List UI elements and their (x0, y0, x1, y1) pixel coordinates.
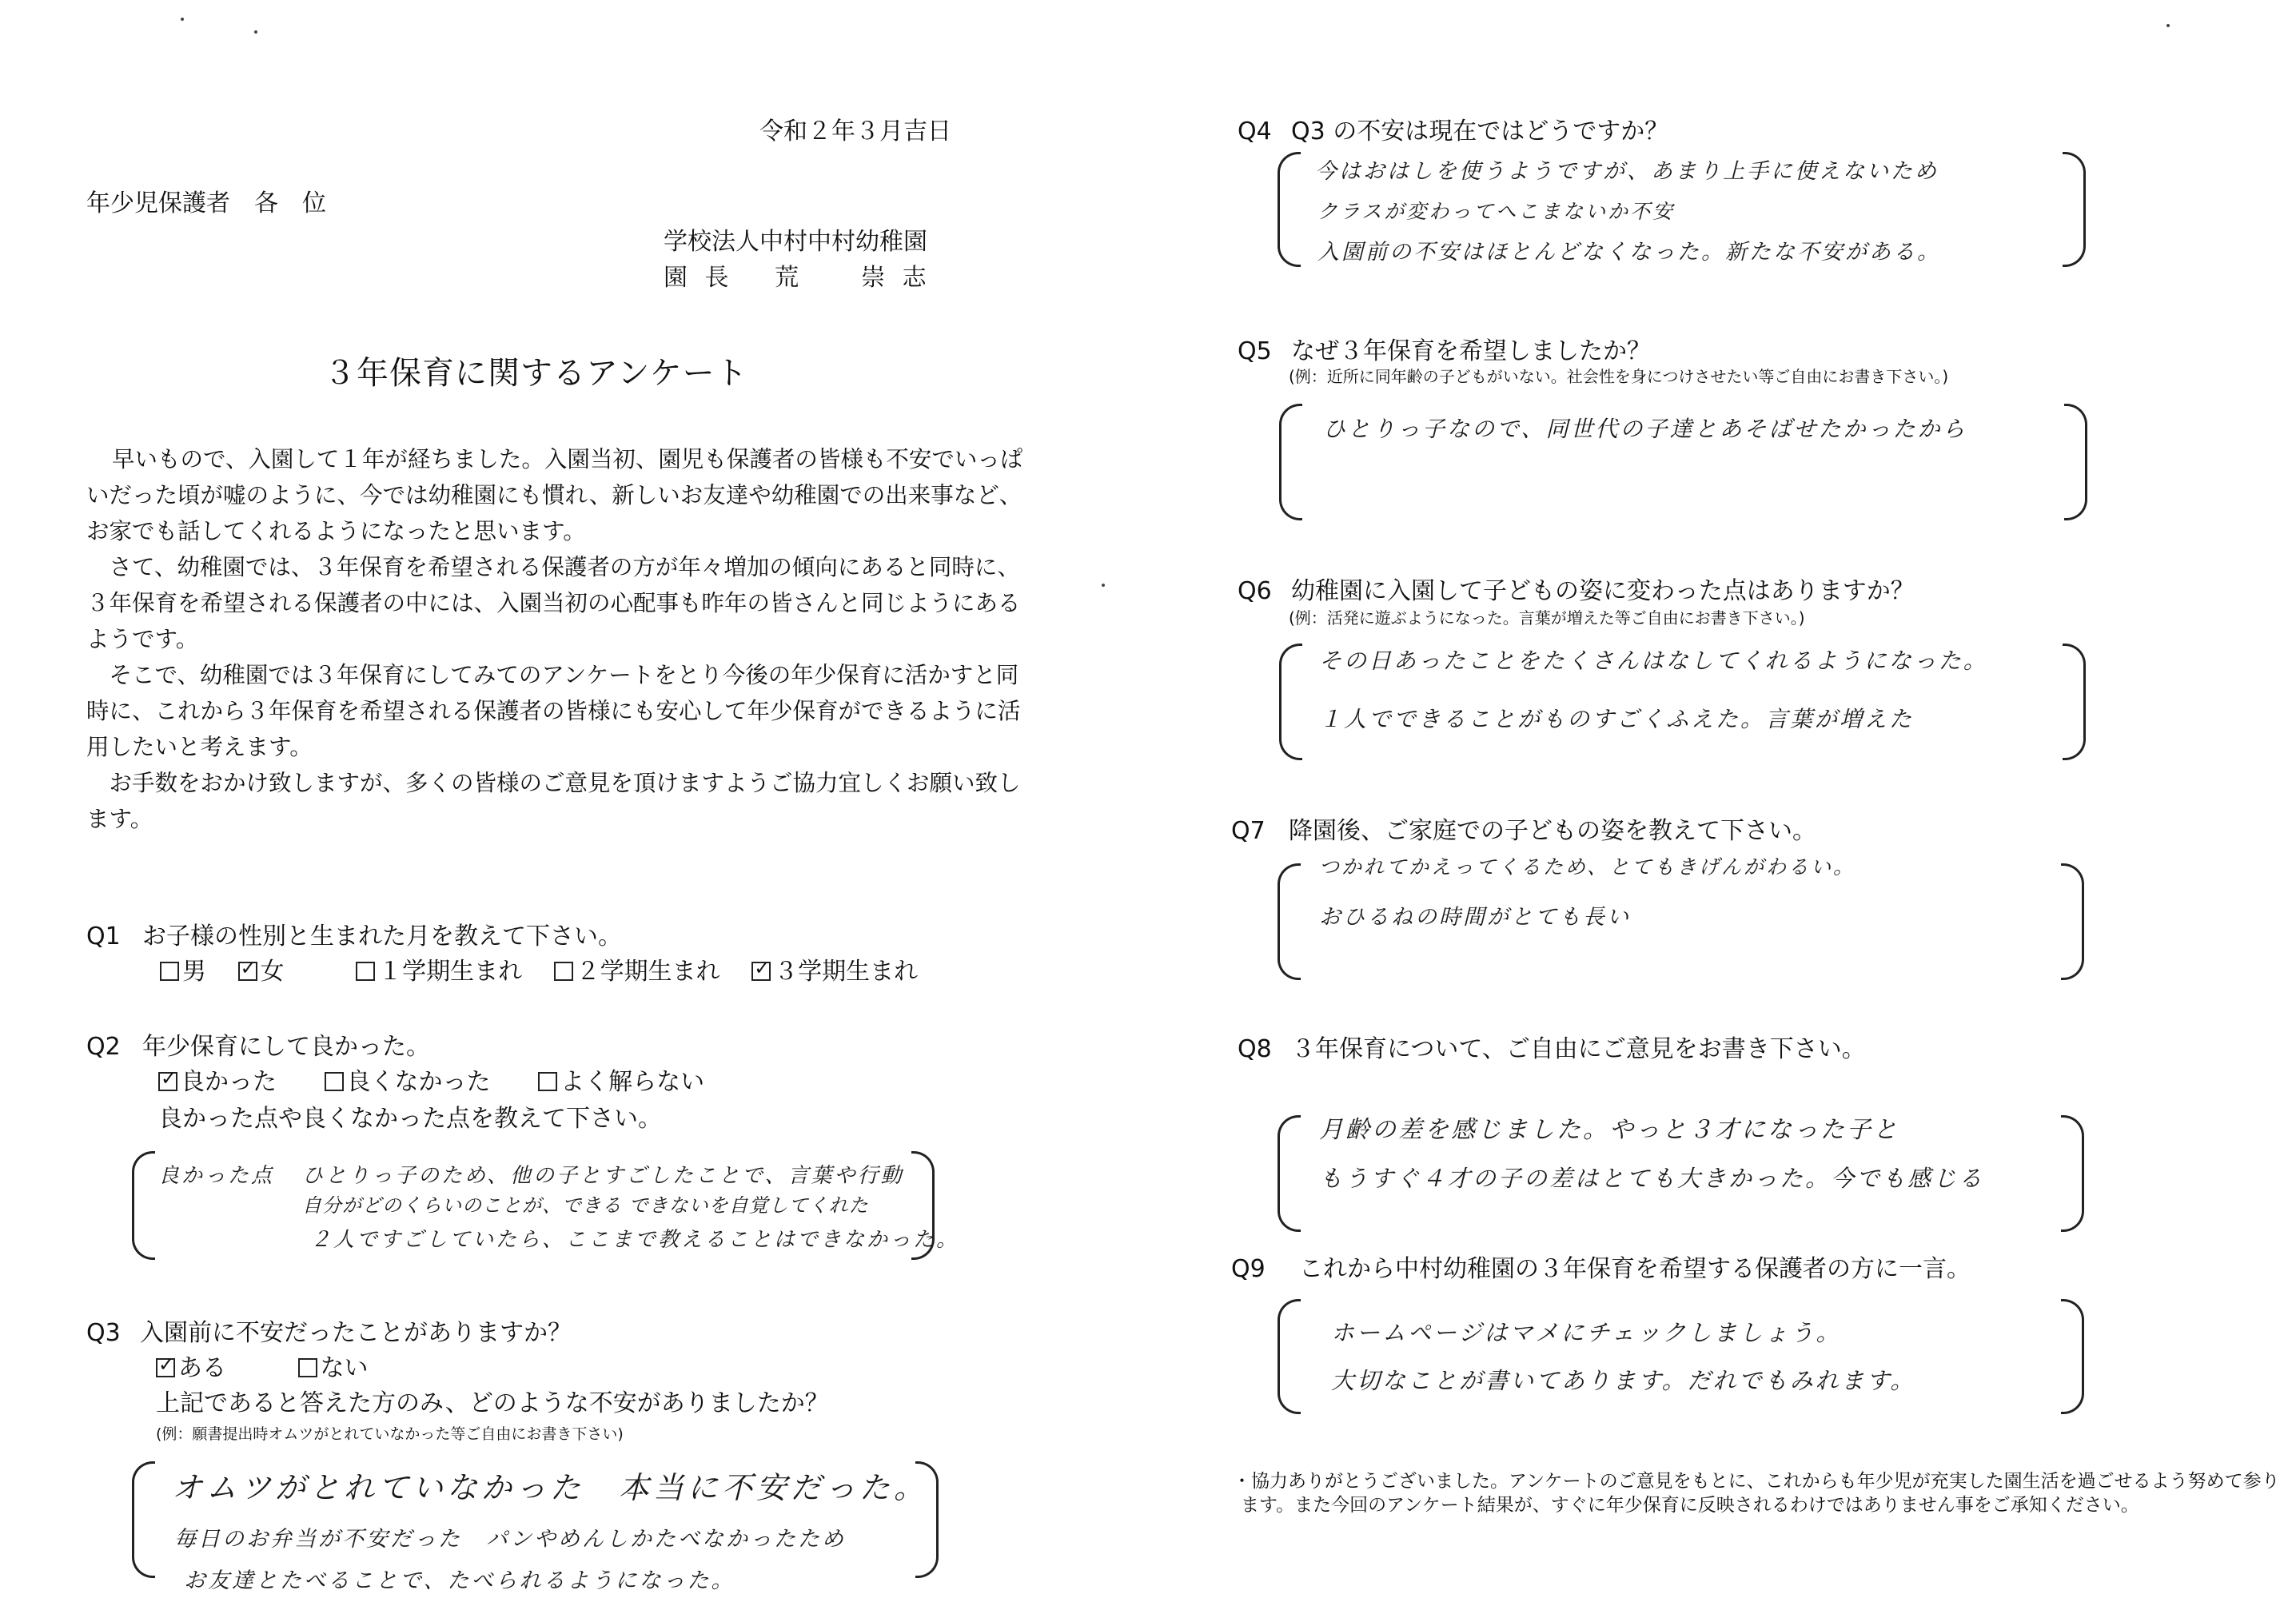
option-term3[interactable]: ✓ ３学期生まれ (751, 958, 918, 986)
q9-answer-line: ホームページはマメにチェックしましょう。 (1331, 1319, 1842, 1346)
q3-answer-line: オムツがとれていなかった 本当に不安だった。 (172, 1470, 929, 1505)
answer-bracket-left (132, 1461, 155, 1578)
q2-subquestion: 良かった点や良くなかった点を教えて下さい。 (158, 1105, 662, 1133)
option-good[interactable]: ✓良かった (158, 1068, 277, 1096)
footer-note (1233, 1469, 2280, 1517)
q4-answer-line: 入園前の不安はほとんどなくなった。新たな不安がある。 (1317, 240, 1941, 265)
q8-answer-line: もうすぐ４才の子の差はとても大きかった。今でも感じる (1319, 1165, 1985, 1192)
q2-question: 年少保育にして良かった。 (142, 1033, 430, 1061)
q3-example: (例：願書提出時オムツがとれていなかった等ご自由にお書き下さい) (156, 1425, 624, 1443)
option-unsure[interactable]: よく解らない (538, 1068, 704, 1096)
checkbox-checked-icon (238, 962, 257, 981)
q5-example: (例：近所に同年齢の子どもがいない。社会性を身につけさせたい等ご自由にお書き下さい。) (1289, 367, 1949, 386)
answer-bracket-right (2063, 152, 2086, 267)
q9-answer-line: 大切なことが書いてあります。だれでもみれます。 (1331, 1367, 1916, 1394)
q4-answer-line: 今はおはしを使うようですが、あまり上手に使えないため (1315, 159, 1939, 184)
q2-number: Q2 (86, 1033, 121, 1061)
option-term1[interactable]: １学期生まれ (356, 958, 522, 986)
intro-line: お手数をおかけ致しますが、多くの皆様のご意見を頂けますようご協力宜しくお願い致し (86, 770, 1021, 796)
q1-question: お子様の性別と生まれた月を教えて下さい。 (142, 923, 622, 950)
q9-question: これから中村幼稚園の３年保育を希望する保護者の方に一言。 (1299, 1255, 1971, 1283)
school-name: 学校法人中村中村幼稚園 (664, 228, 927, 256)
checkbox-icon (160, 962, 179, 981)
q6-answer-line: その日あったことをたくさんはなしてくれるようになった。 (1319, 648, 1988, 674)
option-term2[interactable]: ２学期生まれ (554, 958, 720, 986)
q3-subquestion: 上記であると答えた方のみ、どのような不安がありましたか？ (156, 1389, 829, 1417)
q7-question: 降園後、ご家庭での子どもの姿を教えて下さい。 (1289, 817, 1816, 845)
checkbox-checked-icon (158, 1072, 177, 1091)
q7-answer-line: おひるねの時間がとても長い (1319, 905, 1631, 930)
intro-line: いだった頃が嘘のように、今では幼稚園にも慣れ、新しいお友達や幼稚園での出来事など、 (86, 482, 1022, 508)
scan-speck (2166, 24, 2170, 27)
q7-number: Q7 (1231, 817, 1266, 845)
intro-line: さて、幼稚園では、３年保育を希望される保護者の方が年々増加の傾向にあると同時に、 (86, 554, 1020, 580)
q9-number: Q9 (1231, 1255, 1266, 1283)
option-not-good[interactable]: 良くなかった (325, 1068, 491, 1096)
answer-bracket-left (132, 1151, 155, 1260)
q8-number: Q8 (1238, 1035, 1272, 1063)
q4-answer-line: クラスが変わってへこまないか不安 (1317, 200, 1676, 223)
checkbox-icon (298, 1358, 317, 1377)
answer-bracket-right (2064, 404, 2087, 520)
q3-answer-line: 毎日のお弁当が不安だった パンやめんしかたべなかったため (174, 1527, 846, 1552)
q6-number: Q6 (1238, 577, 1272, 605)
answer-bracket-right (2063, 644, 2086, 760)
answer-bracket-left (1279, 404, 1302, 520)
q4-question: Q3 の不安は現在ではどうですか？ (1291, 118, 1669, 145)
recipient: 年少児保護者 各 位 (86, 189, 326, 217)
q2-answer-label: 良かった点 (158, 1164, 275, 1188)
intro-line: 時に、これから３年保育を希望される保護者の皆様にも安心して年少保育ができるように活 (86, 698, 1021, 724)
q5-answer-line: ひとりっ子なので、同世代の子達とあそばせたかったから (1323, 416, 1967, 442)
answer-bracket-left (1278, 1115, 1301, 1232)
footer-line: ます。また今回のアンケート結果が、すぐに年少保育に反映されるわけではありません事をご承知ください。 (1241, 1495, 2139, 1516)
q3-options (156, 1353, 393, 1385)
intro-line: お家でも話してくれるようになったと思います。 (86, 518, 586, 544)
answer-bracket-left (1278, 863, 1301, 980)
option-male[interactable]: 男 (160, 958, 206, 986)
q7-answer-line: つかれてかえってくるため、とてもきげんがわるい。 (1319, 855, 1856, 879)
q2-answer-line: 自分がどのくらいのことが、できる できないを自覚してくれた (302, 1194, 869, 1217)
checkbox-icon (538, 1072, 557, 1091)
q6-answer-line: １人でできることがものすごくふえた。言葉が増えた (1319, 706, 1915, 732)
q1-number: Q1 (86, 923, 121, 950)
intro-line: そこで、幼稚園では３年保育にしてみてのアンケートをとり今後の年少保育に活かすと同 (86, 662, 1019, 688)
footer-line: ・協力ありがとうございました。アンケートのご意見をもとに、これからも年少児が充実した園生活を過ごせるよう努めて参り (1233, 1471, 2280, 1492)
q8-question: ３年保育について、ご自由にご意見をお書き下さい。 (1291, 1035, 1866, 1063)
answer-bracket-left (1279, 644, 1302, 760)
q8-answer-line: 月齢の差を感じました。やっと３才になった子と (1319, 1116, 1899, 1144)
answer-bracket-right (2061, 1115, 2084, 1232)
survey-title: ３年保育に関するアンケート (324, 355, 748, 392)
q5-question: なぜ３年保育を希望しましたか？ (1291, 337, 1651, 365)
q6-question: 幼稚園に入園して子どもの姿に変わった点はありますか？ (1291, 577, 1915, 605)
date: 令和２年３月吉日 (759, 118, 951, 145)
q1-options (160, 956, 942, 989)
option-no[interactable]: ない (298, 1354, 369, 1382)
q2-answer-line: ひとりっ子のため、他の子とすごしたことで、言葉や行動 (302, 1164, 904, 1188)
intro-line: ３年保育を希望される保護者の中には、入園当初の心配事も昨年の皆さんと同じようにある (86, 590, 1021, 616)
q2-options (158, 1066, 728, 1099)
answer-bracket-right (2061, 1299, 2084, 1414)
scan-speck (181, 18, 184, 21)
q4-number: Q4 (1238, 118, 1272, 145)
intro-line: 用したいと考えます。 (86, 734, 313, 760)
checkbox-checked-icon (156, 1358, 175, 1377)
checkbox-checked-icon (751, 962, 771, 981)
q2-answer-line: ２人ですごしていたら、ここまで教えることはできなかった。 (310, 1228, 960, 1252)
scan-speck (254, 30, 257, 34)
intro-line: ます。 (86, 806, 153, 832)
checkbox-icon (356, 962, 375, 981)
answer-bracket-left (1278, 152, 1301, 267)
intro-line: ようです。 (86, 626, 199, 652)
answer-bracket-right (2061, 863, 2084, 980)
option-female[interactable]: ✓ 女 (238, 958, 285, 986)
q5-number: Q5 (1238, 337, 1272, 365)
intro-text (86, 441, 1022, 837)
checkbox-icon (554, 962, 573, 981)
intro-line: 早いもので、入園して１年が経ちました。入園当初、園児も保護者の皆様も不安でいっぱ (112, 446, 1023, 472)
q3-answer-line: お友達とたべることで、たべられるようになった。 (184, 1568, 735, 1593)
q3-question: 入園前に不安だったことがありますか？ (140, 1319, 572, 1347)
q6-example: (例：活発に遊ぶようになった。言葉が増えた等ご自由にお書き下さい。) (1289, 608, 1805, 628)
answer-bracket-left (1278, 1299, 1301, 1414)
checkbox-icon (325, 1072, 344, 1091)
scan-speck (1102, 584, 1105, 587)
option-yes[interactable]: ✓ある (156, 1354, 226, 1382)
principal-name: 園 長 荒 崇 志 (664, 264, 931, 292)
q3-number: Q3 (86, 1319, 121, 1347)
